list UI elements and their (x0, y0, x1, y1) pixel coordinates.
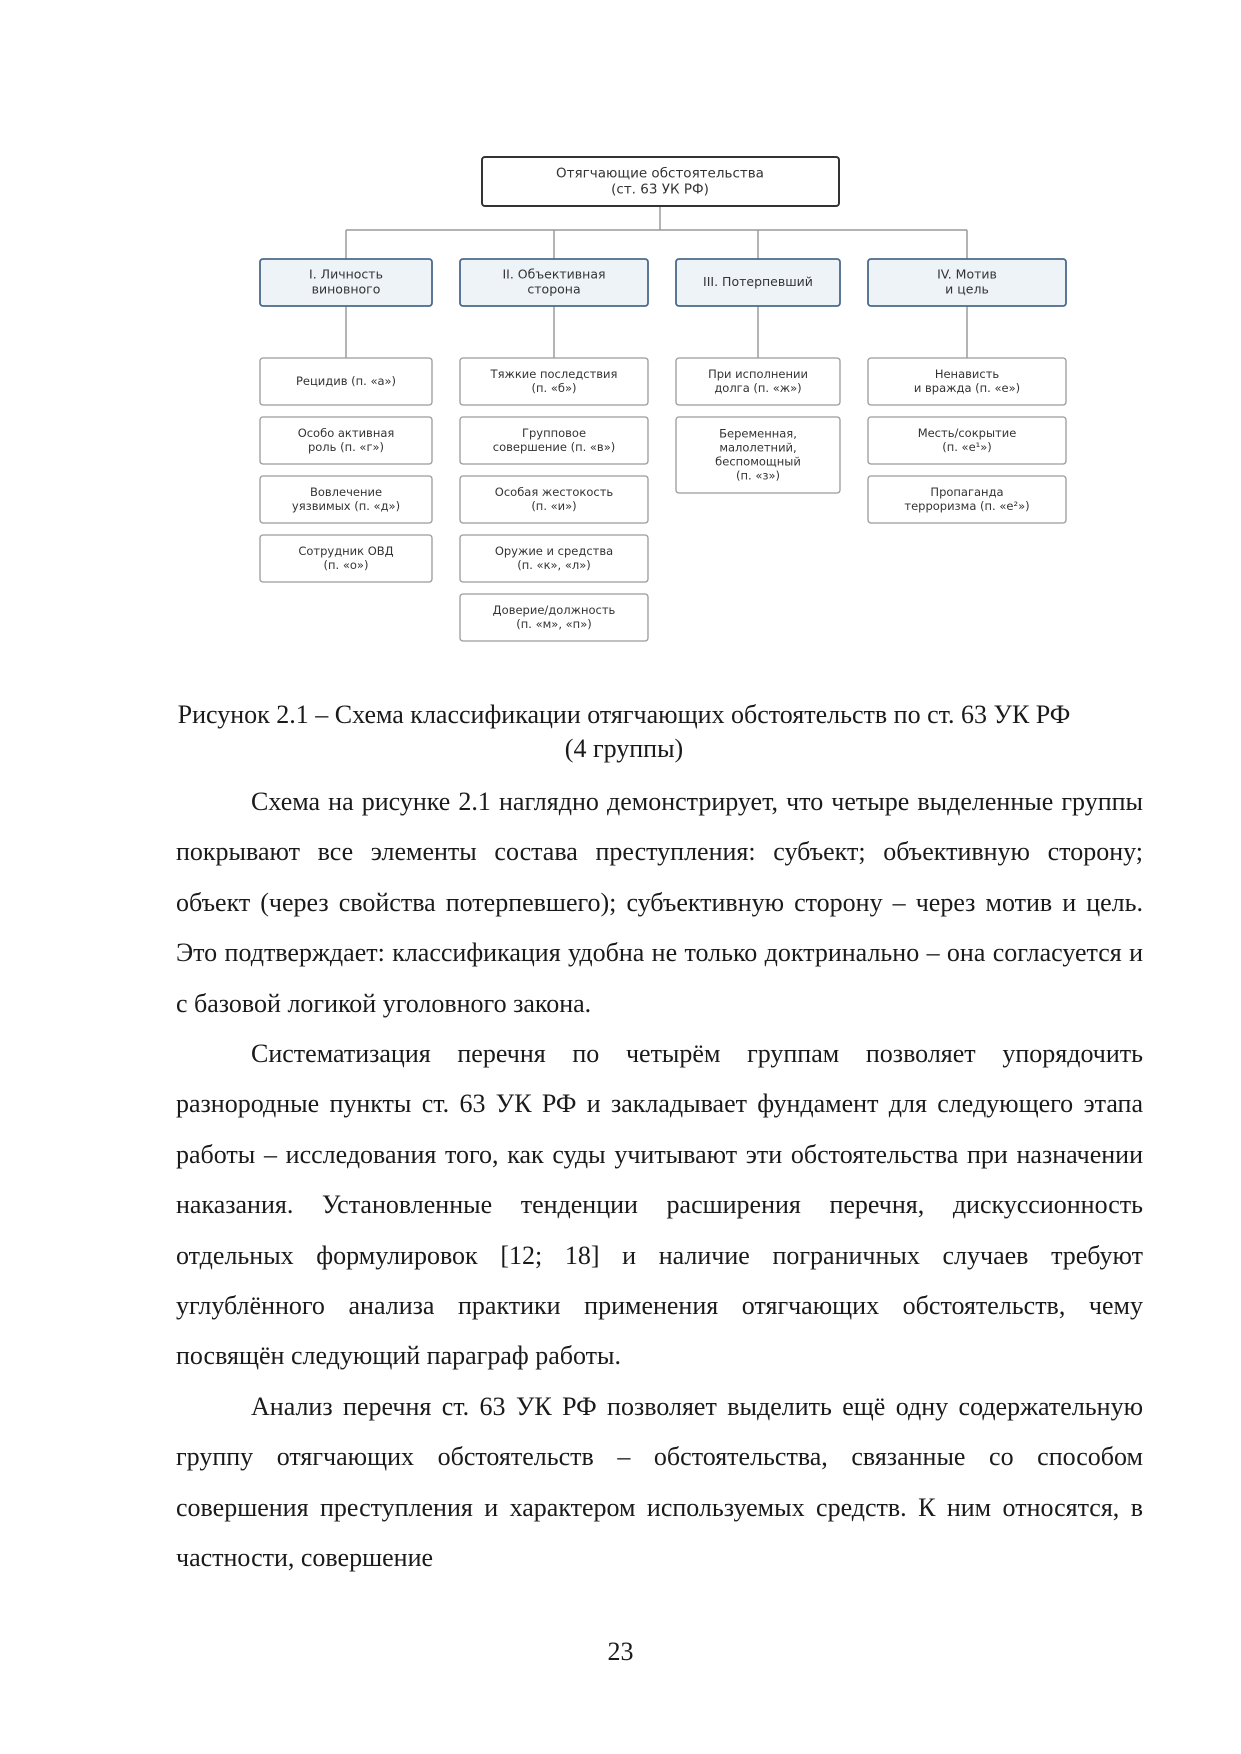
item-label: (п. «м», «п») (516, 617, 592, 631)
item-label: (п. «е¹») (942, 440, 992, 454)
item-label: Особая жестокость (494, 485, 614, 499)
group-header-label: III. Потерпевший (703, 274, 813, 289)
item-label: Беременная, (719, 426, 797, 441)
item-label: и вражда (п. «е») (913, 381, 1021, 395)
item-label: Ненависть (934, 367, 1000, 381)
item-label: беспомощный (715, 454, 801, 469)
figure-caption: Рисунок 2.1 – Схема классификации отягчающих обстоятельств по ст. 63 УК РФ (4 группы) (177, 700, 1071, 763)
item-label: Месть/сокрытие (917, 426, 1017, 440)
group-header-label: IV. Мотив (937, 266, 997, 282)
root-node-label: (ст. 63 УК РФ) (611, 181, 709, 198)
item-label: Сотрудник ОВД (298, 544, 394, 558)
group-header-label: и цель (945, 281, 989, 297)
group-header-label: II. Объективная (502, 266, 606, 282)
item-label: долга (п. «ж») (714, 381, 802, 395)
paragraph: Систематизация перечня по четырём группам позволяет упорядочить разнородные пункты ст. 63 УК РФ и закладывает фундамент для следующего этапа работы – исследования того, как суды учитывают эти обстоятельства при назначении наказания. Установленные тенденции расширения перечня, дискуссионность отдельных формулировок [12; 18] и наличие пограничных случаев требуют углублённого анализа практики применения отягчающих обстоятельств, чему посвящён следующий параграф работы. (176, 1039, 1143, 1371)
item-label: Рецидив (п. «а») (295, 374, 397, 388)
item-label: (п. «к», «л») (517, 558, 591, 572)
group-header-label: I. Личность (309, 266, 383, 282)
item-label: роль (п. «г») (307, 440, 385, 454)
item-label: (п. «б») (531, 381, 577, 395)
page-number: 23 (607, 1637, 634, 1666)
item-label: совершение (п. «в») (492, 440, 616, 454)
item-label: При исполнении (708, 367, 808, 381)
item-label: Доверие/должность (492, 603, 616, 617)
item-label: малолетний, (719, 440, 797, 455)
group-header-label: виновного (311, 281, 381, 297)
item-label: Групповое (521, 426, 587, 440)
group-header-label: сторона (527, 281, 581, 297)
item-label: Тяжкие последствия (490, 367, 618, 381)
body-text (176, 777, 1143, 1584)
item-label: Вовлечение (309, 485, 383, 499)
root-node-label: Отягчающие обстоятельства (556, 165, 764, 182)
item-label: Оружие и средства (494, 544, 614, 558)
item-label: Пропаганда (930, 485, 1004, 499)
classification-diagram (0, 0, 1241, 660)
item-label: (п. «о») (323, 558, 369, 572)
item-label: (п. «и») (531, 499, 577, 513)
paragraph: Схема на рисунке 2.1 наглядно демонстрирует, что четыре выделенные группы покрывают все элементы состава преступления: субъект; объективную сторону; объект (через свойства потерпевшего); субъективную сторону – через мотив и цель. Это подтверждает: классификация удобна не только доктринально – она согласуется и с базовой логикой уголовного закона. (176, 787, 1143, 1018)
item-label: (п. «з») (736, 468, 780, 483)
item-label: терроризма (п. «е²») (904, 499, 1030, 513)
item-label: уязвимых (п. «д») (291, 499, 401, 513)
item-label: Особо активная (297, 426, 395, 440)
paragraph: Анализ перечня ст. 63 УК РФ позволяет выделить ещё одну содержательную группу отягчающих обстоятельств – обстоятельства, связанные со способом совершения преступления и характером используемых средств. К ним относятся, в частности, совершение (176, 1391, 1143, 1573)
